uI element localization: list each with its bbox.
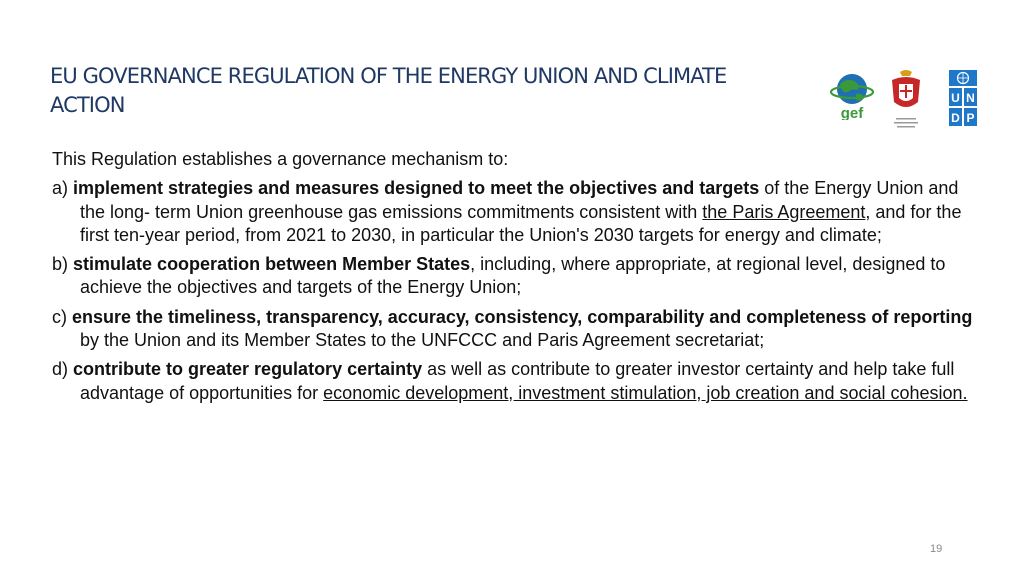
list-item-b bbox=[52, 253, 980, 300]
item-bold-text: contribute to greater regulatory certainty bbox=[73, 359, 423, 380]
gef-logo-text: gef bbox=[840, 105, 864, 120]
undp-letter-d: D bbox=[951, 111, 960, 125]
item-text: , and for the first ten-year period, from 2021 to 2030, in particular the Union's 2030 targets for energy and climate; bbox=[80, 201, 962, 245]
slide-title: EU GOVERNANCE REGULATION OF THE ENERGY UNION AND CLIMATE ACTION bbox=[50, 64, 727, 117]
item-marker: c) bbox=[52, 306, 67, 327]
list-item-d bbox=[52, 358, 980, 405]
page-number: 19 bbox=[930, 543, 943, 555]
intro-text: This Regulation establishes a governance mechanism to: bbox=[52, 149, 509, 169]
logo-strip bbox=[826, 68, 976, 130]
undp-logo-icon bbox=[949, 70, 977, 126]
slide-body bbox=[50, 148, 980, 411]
gef-logo-icon bbox=[830, 72, 874, 120]
item-bold-text: stimulate cooperation between Member States bbox=[73, 254, 471, 275]
item-bold-text: ensure the timeliness, transparency, accuracy, consistency, comparability and completeness of reporting bbox=[72, 306, 973, 327]
serbia-crest-icon bbox=[888, 68, 924, 130]
list-item-c bbox=[52, 306, 980, 353]
item-text: , including, where appropriate, at regional level, designed to achieve the objectives and targets of the Energy Union; bbox=[80, 254, 946, 298]
item-text: by the Union and its Member States to the UNFCCC and Paris Agreement secretariat; bbox=[80, 330, 765, 351]
economic-development-link[interactable]: economic development, investment stimulation, job creation and social cohesion. bbox=[323, 382, 968, 403]
item-bold-text: implement strategies and measures designed to meet the objectives and targets bbox=[73, 178, 760, 199]
item-text: of the Energy Union and the long- term Union greenhouse gas emissions commitments consistent with bbox=[80, 178, 959, 222]
undp-letter-p: P bbox=[966, 111, 975, 125]
item-text: as well as contribute to greater investor certainty and help take full advantage of opportunities for bbox=[80, 359, 955, 403]
undp-letter-u: U bbox=[951, 91, 960, 105]
item-marker: d) bbox=[52, 359, 69, 380]
undp-letter-n: N bbox=[966, 91, 975, 105]
list-item-a bbox=[52, 177, 980, 247]
item-marker: a) bbox=[52, 178, 69, 199]
paris-agreement-link[interactable]: the Paris Agreement bbox=[702, 201, 866, 222]
item-marker: b) bbox=[52, 254, 69, 275]
